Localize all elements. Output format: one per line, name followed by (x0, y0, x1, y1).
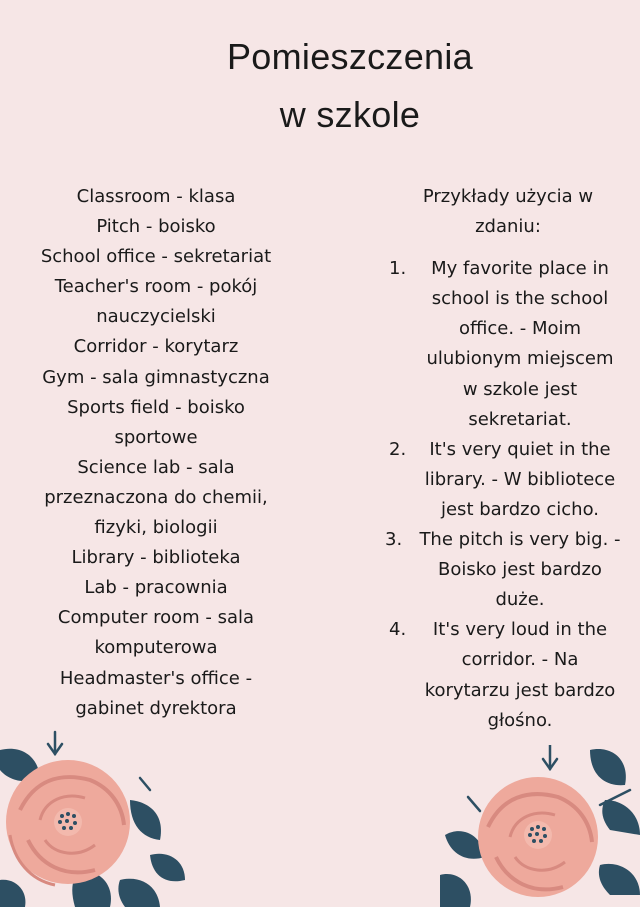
vocab-line: Corridor - korytarz (73, 336, 239, 358)
example-line: ulubionym miejscem (426, 348, 614, 370)
example-line: The pitch is very big. - (419, 529, 621, 551)
example-line: office. - Moim (458, 318, 582, 340)
example-line: It's very loud in the (432, 619, 608, 641)
examples-list (383, 254, 633, 736)
vocab-line: School office - sekretariat (40, 246, 272, 268)
vocab-line: Gym - sala gimnastyczna (42, 366, 270, 388)
vocab-line: Library - biblioteka (71, 547, 241, 569)
vocab-line: gabinet dyrektora (75, 697, 237, 719)
examples-heading-line: zdaniu: (475, 216, 541, 238)
vocab-line: Computer room - sala (57, 607, 255, 629)
examples-heading (383, 182, 633, 242)
vocab-line: komputerowa (94, 637, 218, 659)
examples-heading-line: Przykłady użycia w (422, 186, 594, 207)
example-line: duże. (495, 589, 545, 611)
page-title (150, 28, 550, 144)
vocab-line: Sports field - boisko (67, 396, 245, 418)
title-line-1: Pomieszczenia (226, 36, 473, 77)
vocabulary-list (20, 182, 292, 724)
flower-bottom-left-icon (0, 730, 200, 907)
example-line: korytarzu jest bardzo (424, 679, 616, 701)
vocab-line: nauczycielski (96, 306, 216, 328)
example-item (383, 615, 633, 735)
vocab-line: Lab - pracownia (84, 577, 228, 599)
example-line: Boisko jest bardzo (438, 559, 602, 581)
example-item (383, 435, 633, 525)
example-line: corridor. - Na (461, 649, 579, 671)
example-line: library. - W bibliotece (424, 468, 616, 490)
vocab-line: Pitch - boisko (96, 216, 216, 238)
example-line: It's very quiet in the (429, 438, 611, 460)
examples-section (383, 182, 633, 736)
example-number: 4. (389, 619, 407, 641)
example-line: school is the school (431, 288, 609, 310)
vocab-line: Headmaster's office - (59, 667, 253, 689)
vocab-line: przeznaczona do chemii, (44, 486, 268, 508)
title-line-2: w szkole (279, 94, 421, 135)
example-item (383, 254, 633, 435)
vocab-line: Classroom - klasa (76, 186, 236, 207)
example-line: sekretariat. (468, 408, 572, 430)
vocab-line: Science lab - sala (77, 456, 235, 478)
example-line: jest bardzo cicho. (440, 498, 599, 520)
example-number: 2. (389, 438, 407, 460)
vocab-line: fizyki, biologii (94, 517, 218, 539)
vocab-line: Teacher's room - pokój (54, 276, 258, 298)
example-number: 1. (389, 258, 407, 280)
example-line: głośno. (487, 709, 553, 731)
flower-bottom-right-icon (440, 745, 640, 907)
example-line: w szkole jest (462, 378, 578, 400)
example-number: 3. (385, 529, 403, 551)
vocab-line: sportowe (114, 426, 198, 448)
example-item (383, 525, 633, 615)
example-line: My favorite place in (431, 258, 609, 280)
